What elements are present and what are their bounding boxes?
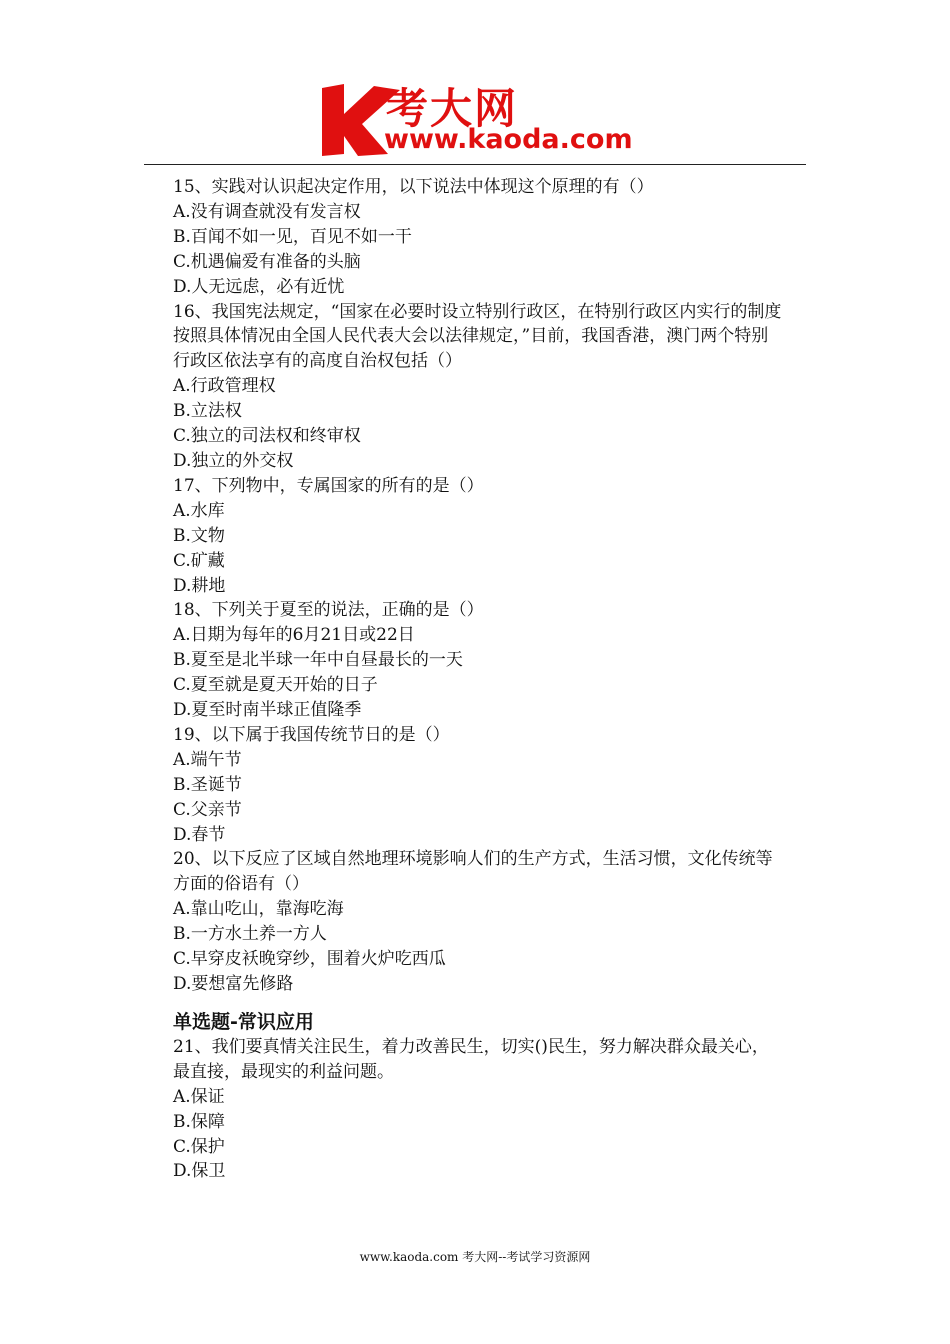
question-15 bbox=[173, 175, 783, 300]
option-b: B.文物 bbox=[173, 525, 225, 546]
option-d: D.要想富先修路 bbox=[173, 974, 294, 994]
question-16 bbox=[173, 300, 783, 474]
option-d: D.人无远虑，必有近忧 bbox=[173, 276, 345, 297]
option-c: C.机遇偏爱有准备的头脑 bbox=[173, 251, 361, 272]
option-d: D.耕地 bbox=[173, 575, 226, 596]
option-a: A.行政管理权 bbox=[173, 376, 276, 397]
option-c: C.保护 bbox=[173, 1136, 225, 1157]
question-20 bbox=[173, 847, 783, 996]
option-d: D.保卫 bbox=[173, 1161, 226, 1182]
option-a: A.端午节 bbox=[173, 749, 242, 770]
question-stem: 21、我们要真情关注民生，着力改善民生，切实()民生，努力解决群众最关心，最直接，最现实的利益问题。 bbox=[173, 1036, 769, 1082]
question-stem: 19、以下属于我国传统节日的是（） bbox=[173, 724, 450, 745]
option-d: D.独立的外交权 bbox=[173, 450, 294, 471]
option-d: D.春节 bbox=[173, 824, 226, 845]
option-b: B.圣诞节 bbox=[173, 774, 242, 795]
question-17 bbox=[173, 474, 783, 599]
option-c: C.独立的司法权和终审权 bbox=[173, 426, 361, 447]
option-a: A.没有调查就没有发言权 bbox=[173, 201, 361, 222]
question-stem: 17、下列物中，专属国家的所有的是（） bbox=[173, 475, 484, 496]
section-heading: 单选题-常识应用 bbox=[173, 1010, 314, 1033]
option-c: C.矿藏 bbox=[173, 550, 225, 571]
option-c: C.早穿皮袄晚穿纱，围着火炉吃西瓜 bbox=[173, 949, 446, 970]
option-d: D.夏至时南半球正值隆季 bbox=[173, 700, 362, 721]
question-19 bbox=[173, 723, 783, 848]
option-c: C.夏至就是夏天开始的日子 bbox=[173, 675, 378, 696]
kaoda-logo bbox=[318, 80, 638, 158]
option-a: A.靠山吃山，靠海吃海 bbox=[173, 899, 344, 920]
question-stem: 16、我国宪法规定，“国家在必要时设立特别行政区，在特别行政区内实行的制度按照具体情况由全国人民代表大会以法律规定，”目前，我国香港，澳门两个特别行政区依法享有的高度自治权包括（） bbox=[173, 301, 782, 372]
question-stem: 18、下列关于夏至的说法，正确的是（） bbox=[173, 600, 484, 621]
logo-chinese-name: 考大网 bbox=[386, 84, 519, 133]
option-b: B.保障 bbox=[173, 1111, 225, 1132]
option-b: B.立法权 bbox=[173, 401, 242, 422]
option-a: A.日期为每年的6月21日或22日 bbox=[173, 625, 415, 646]
question-stem: 20、以下反应了区域自然地理环境影响人们的生产方式，生活习惯，文化传统等方面的俗语有（） bbox=[173, 849, 773, 895]
logo-url: www.kaoda.com bbox=[384, 124, 633, 155]
page-footer: www.kaoda.com 考大网--考试学习资源网 bbox=[359, 1250, 591, 1264]
question-21 bbox=[173, 1035, 783, 1184]
header-divider bbox=[144, 164, 806, 165]
option-b: B.一方水土养一方人 bbox=[173, 924, 327, 945]
option-b: B.百闻不如一见，百见不如一干 bbox=[173, 226, 412, 247]
option-a: A.水库 bbox=[173, 500, 225, 521]
option-c: C.父亲节 bbox=[173, 799, 242, 820]
option-a: A.保证 bbox=[173, 1086, 225, 1107]
option-b: B.夏至是北半球一年中自昼最长的一天 bbox=[173, 650, 463, 671]
question-list bbox=[173, 175, 783, 1184]
question-stem: 15、实践对认识起决定作用，以下说法中体现这个原理的有（） bbox=[173, 177, 654, 197]
question-18 bbox=[173, 598, 783, 723]
